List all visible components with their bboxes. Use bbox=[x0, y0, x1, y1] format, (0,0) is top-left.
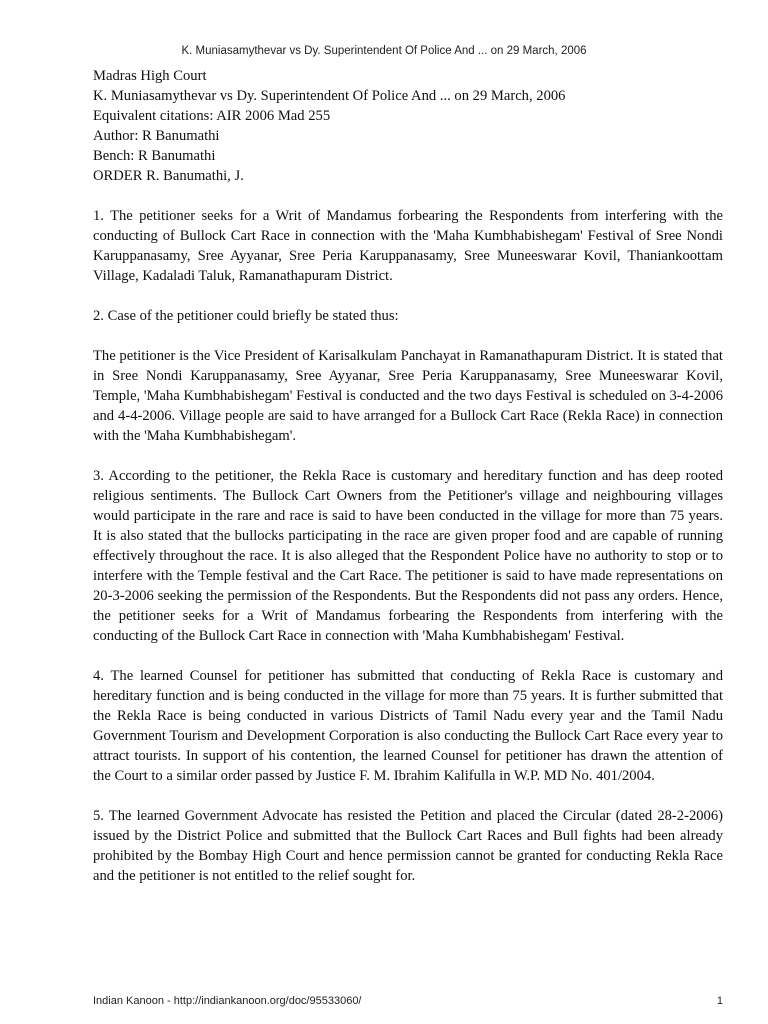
running-header: K. Muniasamythevar vs Dy. Superintendent Of Police And ... on 29 March, 2006 bbox=[181, 45, 587, 57]
author: Author: R Banumathi bbox=[93, 128, 220, 144]
order-line: ORDER R. Banumathi, J. bbox=[93, 168, 244, 184]
document-body bbox=[93, 66, 723, 906]
paragraph-2: 2. Case of the petitioner could briefly be stated thus: bbox=[93, 308, 399, 324]
court-name: Madras High Court bbox=[93, 68, 207, 84]
paragraph-3: 3. According to the petitioner, the Rekla Race is customary and hereditary function and has deep rooted religious sentiments. The Bullock Cart Owners from the Petitioner's village and neighbouring villages would participate in the rare and race is said to have been conducted in the village for more than 75 years. It is also stated that the bullocks participating in the race are given proper food and are capable of running effectively throughout the race. It is also alleged that the Respondent Police have no authority to stop or to interfere with the Temple festival and the Cart Race. The petitioner is said to have made representations on 20-3-2006 seeking the permission of the Respondents. But the Respondents did not pass any orders. Hence, the petitioner seeks for a Writ of Mandamus forbearing the Respondents from interfering with the conducting of the Bullock Cart Race in connection with 'Maha Kumbhabishegam' Festival. bbox=[93, 468, 723, 644]
paragraph-1: 1. The petitioner seeks for a Writ of Mandamus forbearing the Respondents from interfering with the conducting of Bullock Cart Race in connection with the 'Maha Kumbhabishegam' Festival of Sree Nondi Karuppanasamy, Sree Ayyanar, Sree Peria Karuppanasamy, Sree Muneeswarar Kovil, Thaniankoottam Village, Kadaladi Taluk, Ramanathapuram District. bbox=[93, 208, 723, 284]
bench: Bench: R Banumathi bbox=[93, 148, 216, 164]
paragraph-5: 5. The learned Government Advocate has resisted the Petition and placed the Circular (dated 28-2-2006) issued by the District Police and submitted that the Bullock Cart Races and Bull fights had been already prohibited by the Bombay High Court and hence permission cannot be granted for conducting Rekla Race and the petitioner is not entitled to the relief sought for. bbox=[93, 808, 723, 884]
page-number: 1 bbox=[716, 995, 723, 1007]
paragraph-4: 4. The learned Counsel for petitioner has submitted that conducting of Rekla Race is customary and hereditary function and is being conducted in the village for more than 75 years. It is further submitted that the Rekla Race is being conducted in various Districts of Tamil Nadu every year and the Tamil Nadu Government Tourism and Development Corporation is also conducting the Bullock Cart Race every year to attract tourists. In support of his contention, the learned Counsel for petitioner has drawn the attention of the Court to a similar order passed by Justice F. M. Ibrahim Kalifulla in W.P. MD No. 401/2004. bbox=[93, 668, 723, 784]
case-metadata bbox=[93, 66, 723, 186]
case-title: K. Muniasamythevar vs Dy. Superintendent Of Police And ... on 29 March, 2006 bbox=[93, 88, 566, 104]
citations: Equivalent citations: AIR 2006 Mad 255 bbox=[93, 108, 331, 124]
footer-source-link[interactable]: Indian Kanoon - http://indiankanoon.org/doc/95533060/ bbox=[93, 995, 362, 1007]
paragraph-background: The petitioner is the Vice President of Karisalkulam Panchayat in Ramanathapuram District. It is stated that in Sree Nondi Karuppanasamy, Sree Ayyanar, Sree Peria Karuppanasamy, Sree Muneeswarar Kovil, Temple, 'Maha Kumbhabishegam' Festival is conducted and the two days Festival is scheduled on 3-4-2006 and 4-4-2006. Village people are said to have arranged for a Bullock Cart Race (Rekla Race) in connection with the 'Maha Kumbhabishegam'. bbox=[93, 348, 723, 444]
